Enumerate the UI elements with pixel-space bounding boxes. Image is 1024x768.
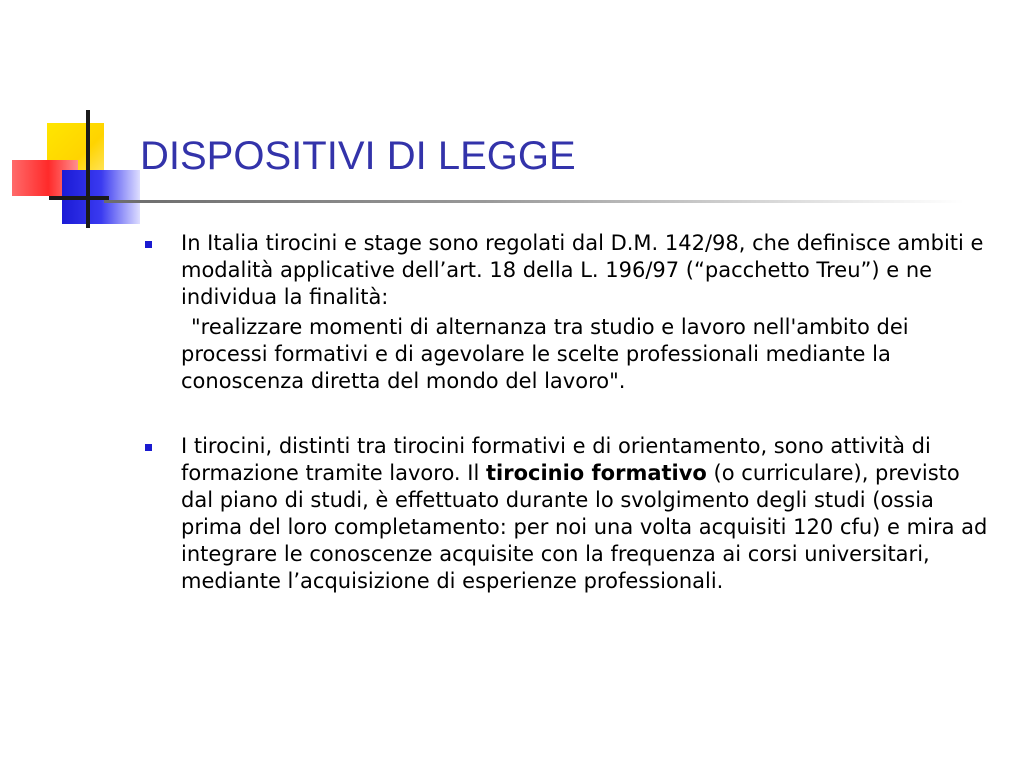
bullet-text — [181, 433, 991, 595]
law-quote: "realizzare momenti di alternanza tra studio e lavoro nell'ambito dei processi formativi e di agevolare le scelte professionali mediante la conoscenza diretta del mondo del lavoro". — [181, 315, 909, 393]
bullet-item-2 — [181, 433, 991, 595]
logo-vertical-line — [86, 110, 90, 228]
square-bullet-icon — [145, 241, 152, 248]
logo-horizontal-line — [49, 196, 109, 200]
title-divider — [104, 200, 964, 203]
square-bullet-icon — [145, 444, 152, 451]
slide-body — [181, 230, 991, 595]
bullet-text-after: (o curriculare), previsto dal piano di studi, è effettuato durante lo svolgimento degli studi (ossia prima del loro completamento: per noi una volta acquisiti 120 cfu) e mira ad integrare le conoscenze acquisite con la frequenza ai corsi universitari, mediante l’acquisizione di esperienze professionali. — [181, 461, 988, 593]
bullet-item-1 — [181, 230, 991, 395]
bullet-text: In Italia tirocini e stage sono regolati dal D.M. 142/98, che definisce ambiti e modalità applicative dell’art. 18 della L. 196/97 (“pacchetto Treu”) e ne individua la finalità: — [181, 231, 984, 309]
bullet-text-before: I tirocini, distinti tra tirocini formativi e di orientamento, sono attività di formazione tramite lavoro. Il — [181, 434, 931, 485]
bullet-text-bold: tirocinio formativo — [485, 461, 707, 485]
slide-title: DISPOSITIVI DI LEGGE — [140, 134, 576, 178]
